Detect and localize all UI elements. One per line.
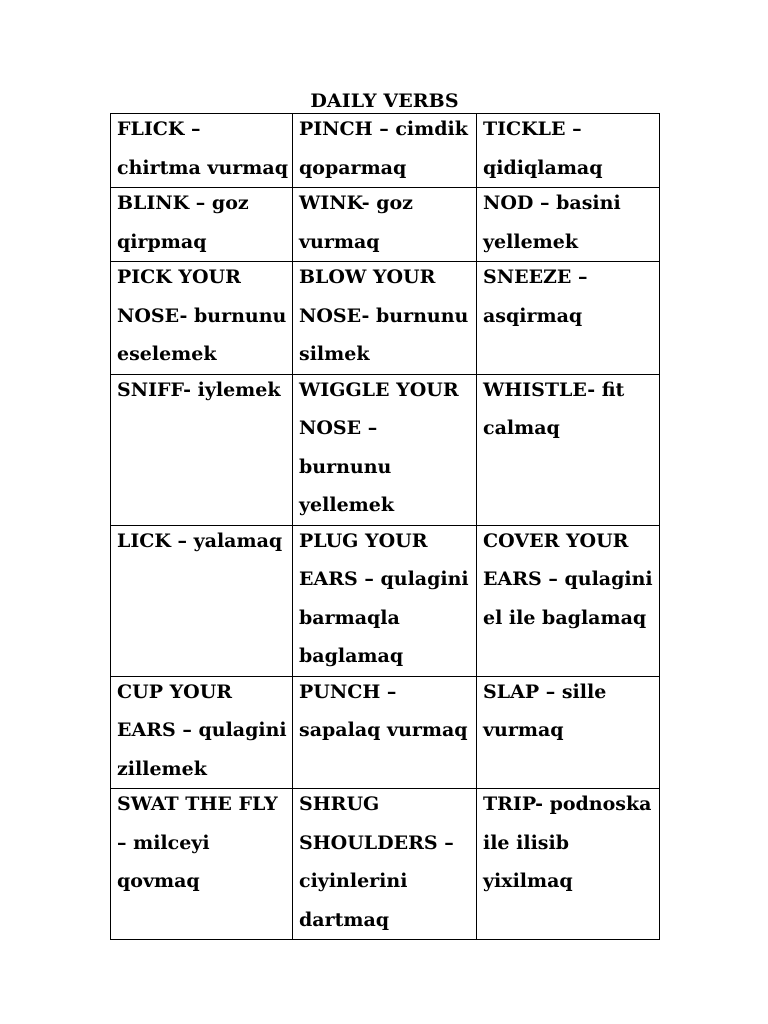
cell-text: SHRUG SHOULDERS – ciyinlerini dartmaq xyxy=(299,793,454,931)
table-cell xyxy=(293,525,477,676)
table-cell xyxy=(111,374,293,525)
cell-text: SNEEZE – asqirmaq xyxy=(483,266,588,327)
cell-text: BLOW YOUR NOSE- burnunu silmek xyxy=(299,266,469,365)
table-row xyxy=(111,114,660,188)
table-cell xyxy=(477,262,660,375)
table-cell xyxy=(293,676,477,789)
table-cell xyxy=(293,114,477,188)
table-cell xyxy=(477,374,660,525)
cell-text: WHISTLE- fit calmaq xyxy=(483,378,625,439)
cell-text: SNIFF- iylemek xyxy=(117,378,281,401)
table-cell xyxy=(477,188,660,262)
cell-text: TRIP- podnoska ile ilisib yixilmaq xyxy=(483,793,652,892)
table-cell xyxy=(293,188,477,262)
table-row xyxy=(111,676,660,789)
cell-text: COVER YOUR EARS – qulagini el ile baglamaq xyxy=(483,529,653,629)
table-row xyxy=(111,188,660,262)
cell-text: BLINK – goz qirpmaq xyxy=(117,192,249,253)
cell-text: WINK- goz vurmaq xyxy=(299,192,413,253)
table-cell xyxy=(293,374,477,525)
table-row xyxy=(111,262,660,375)
table-cell xyxy=(111,262,293,375)
table-cell xyxy=(293,789,477,940)
table-cell xyxy=(111,525,293,676)
cell-text: WIGGLE YOUR NOSE – burnunu yellemek xyxy=(299,378,459,516)
table-row xyxy=(111,525,660,676)
table-cell xyxy=(111,114,293,188)
cell-text: PUNCH – sapalaq vurmaq xyxy=(299,680,468,741)
table-cell xyxy=(111,188,293,262)
table-cell xyxy=(293,262,477,375)
cell-text: SLAP – sille vurmaq xyxy=(483,680,607,741)
table-row xyxy=(111,789,660,940)
cell-text: TICKLE – qidiqlamaq xyxy=(483,118,603,179)
cell-text: LICK – yalamaq xyxy=(117,529,283,552)
table-cell xyxy=(111,789,293,940)
table-cell xyxy=(477,789,660,940)
cell-text: PICK YOUR NOSE- burnunu eselemek xyxy=(117,266,287,365)
table-cell xyxy=(477,114,660,188)
table-cell xyxy=(477,676,660,789)
cell-text: PLUG YOUR EARS – qulagini barmaqla baglamaq xyxy=(299,529,469,667)
verbs-table xyxy=(110,113,660,940)
table-row xyxy=(111,374,660,525)
cell-text: NOD – basini yellemek xyxy=(483,192,621,253)
table-cell xyxy=(477,525,660,676)
document-title: DAILY VERBS xyxy=(310,90,459,112)
cell-text: SWAT THE FLY – milceyi qovmaq xyxy=(117,793,278,892)
cell-text: FLICK – chirtma vurmaq xyxy=(117,118,288,179)
cell-text: PINCH – cimdik qoparmaq xyxy=(299,118,468,179)
cell-text: CUP YOUR EARS – qulagini zillemek xyxy=(117,680,287,780)
table-cell xyxy=(111,676,293,789)
